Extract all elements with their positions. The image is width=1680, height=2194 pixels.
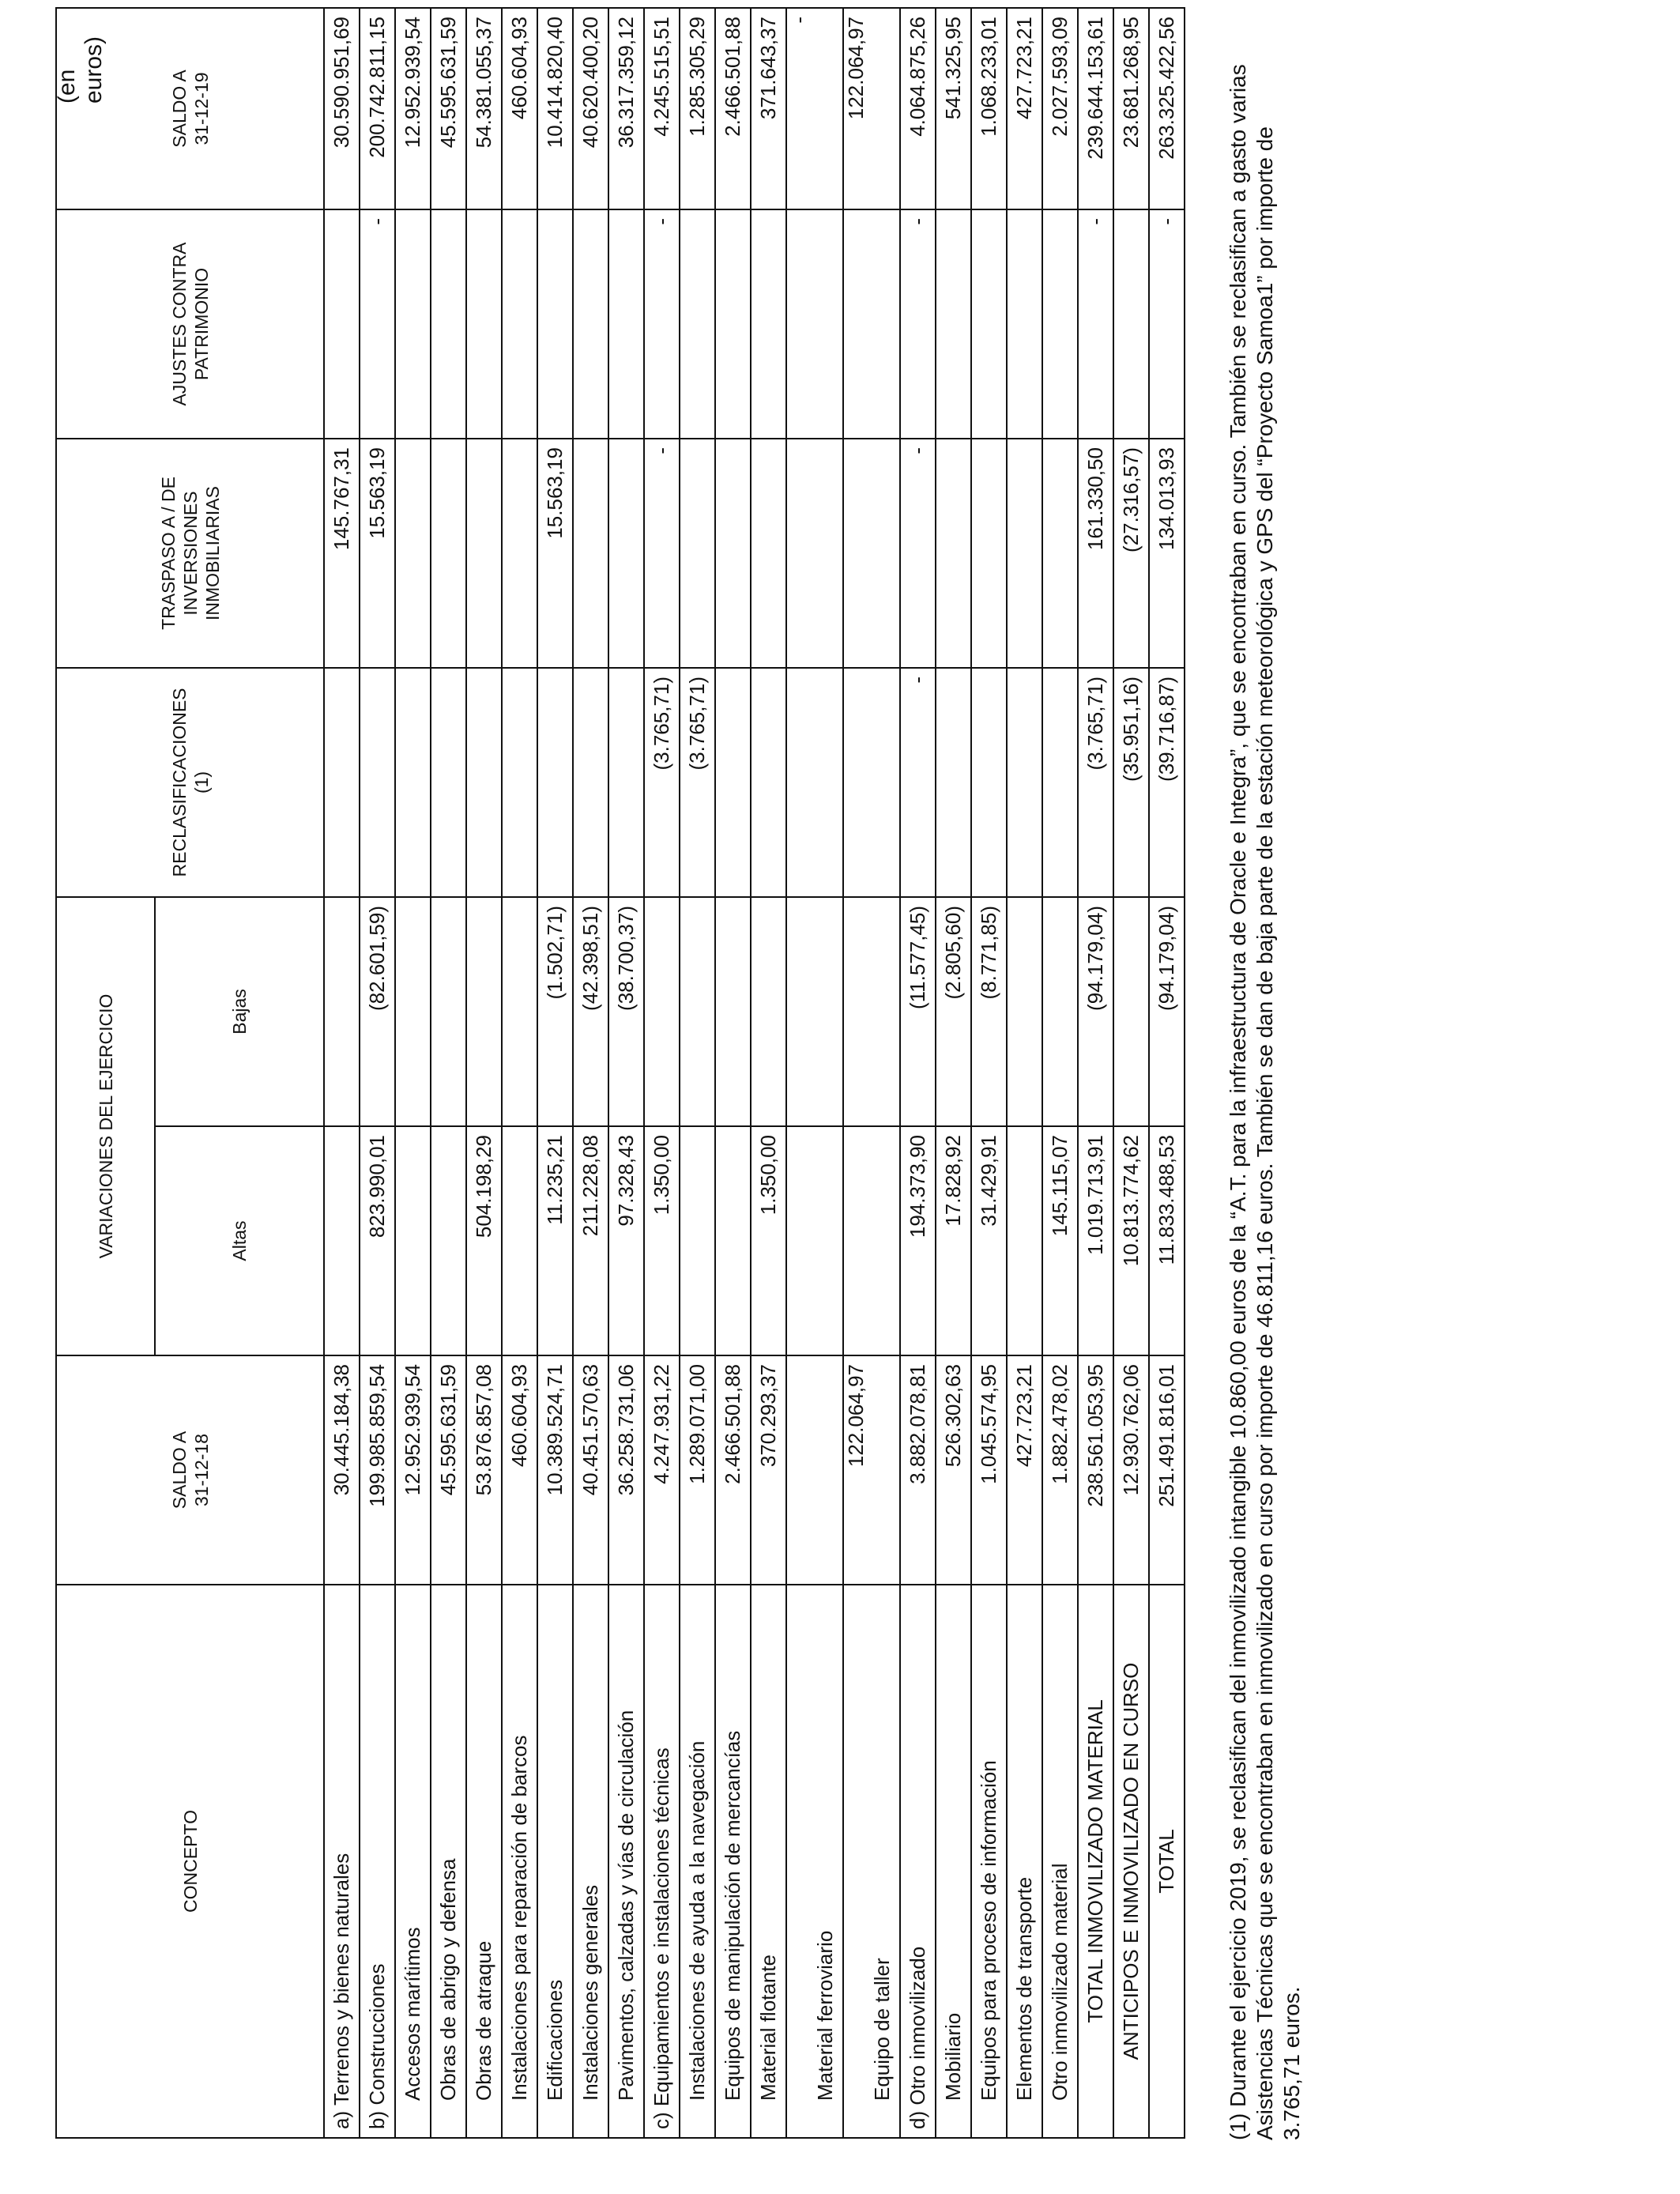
table-row xyxy=(680,8,715,2138)
table-row xyxy=(466,8,502,2138)
cell-traspaso xyxy=(936,439,971,668)
header-variaciones: VARIACIONES DEL EJERCICIO xyxy=(56,897,155,1355)
cell-saldo-fin: 460.604,93 xyxy=(502,8,537,209)
cell-saldo-ini: 1.045.574,95 xyxy=(971,1355,1007,1585)
header-saldo-ini: SALDO A 31-12-18 xyxy=(56,1355,324,1585)
cell-traspaso xyxy=(608,439,644,668)
cell-concepto: Equipos para proceso de información xyxy=(971,1585,1007,2138)
table-row xyxy=(1113,8,1149,2138)
cell-saldo-ini: 526.302,63 xyxy=(936,1355,971,1585)
cell-saldo-ini: 30.445.184,38 xyxy=(324,1355,360,1585)
cell-altas: 31.429,91 xyxy=(971,1126,1007,1355)
table-row xyxy=(431,8,466,2138)
table-row xyxy=(936,8,971,2138)
cell-saldo-fin: 4.064.875,26 xyxy=(900,8,936,209)
cell-saldo-fin: 2.466.501,88 xyxy=(715,8,751,209)
cell-altas: 1.019.713,91 xyxy=(1078,1126,1113,1355)
cell-altas: 823.990,01 xyxy=(360,1126,395,1355)
cell-reclas xyxy=(360,668,395,897)
cell-altas xyxy=(502,1126,537,1355)
cell-ajustes: - xyxy=(900,209,936,439)
cell-saldo-ini xyxy=(786,1355,843,1585)
cell-concepto: c) Equipamientos e instalaciones técnicas xyxy=(644,1585,680,2138)
cell-saldo-ini: 1.882.478,02 xyxy=(1042,1355,1078,1585)
table-row xyxy=(395,8,431,2138)
cell-reclas: (3.765,71) xyxy=(644,668,680,897)
cell-saldo-ini: 10.389.524,71 xyxy=(537,1355,573,1585)
cell-bajas xyxy=(786,897,843,1126)
table-row xyxy=(1078,8,1113,2138)
table-row xyxy=(324,8,360,2138)
table-row xyxy=(1149,8,1185,2138)
cell-altas xyxy=(431,1126,466,1355)
cell-traspaso: 15.563,19 xyxy=(360,439,395,668)
cell-traspaso: 15.563,19 xyxy=(537,439,573,668)
cell-concepto: Edificaciones xyxy=(537,1585,573,2138)
header-traspaso: TRASPASO A / DE INVERSIONES INMOBILIARIAS xyxy=(56,439,324,668)
cell-reclas xyxy=(1007,668,1042,897)
cell-concepto: Pavimentos, calzadas y vías de circulación xyxy=(608,1585,644,2138)
table-row xyxy=(715,8,751,2138)
cell-concepto: Accesos marítimos xyxy=(395,1585,431,2138)
table-row xyxy=(502,8,537,2138)
cell-bajas: (42.398,51) xyxy=(573,897,608,1126)
cell-saldo-fin: 12.952.939,54 xyxy=(395,8,431,209)
cell-ajustes xyxy=(431,209,466,439)
cell-reclas xyxy=(537,668,573,897)
cell-saldo-ini: 199.985.859,54 xyxy=(360,1355,395,1585)
cell-altas xyxy=(324,1126,360,1355)
cell-bajas xyxy=(324,897,360,1126)
cell-concepto: Obras de atraque xyxy=(466,1585,502,2138)
cell-saldo-fin: 371.643,37 xyxy=(751,8,786,209)
table-row xyxy=(644,8,680,2138)
cell-reclas xyxy=(431,668,466,897)
cell-reclas xyxy=(395,668,431,897)
cell-altas: 11.833.488,53 xyxy=(1149,1126,1185,1355)
cell-saldo-ini: 40.451.570,63 xyxy=(573,1355,608,1585)
header-concepto: CONCEPTO xyxy=(56,1585,324,2138)
cell-concepto: a) Terrenos y bienes naturales xyxy=(324,1585,360,2138)
cell-ajustes xyxy=(608,209,644,439)
cell-bajas: (82.601,59) xyxy=(360,897,395,1126)
cell-bajas: (94.179,04) xyxy=(1149,897,1185,1126)
cell-saldo-ini: 122.064,97 xyxy=(843,1355,900,1585)
cell-ajustes xyxy=(502,209,537,439)
cell-altas: 145.115,07 xyxy=(1042,1126,1078,1355)
cell-altas xyxy=(395,1126,431,1355)
table-row xyxy=(751,8,786,2138)
cell-concepto: Equipos de manipulación de mercancías xyxy=(715,1585,751,2138)
cell-bajas: (94.179,04) xyxy=(1078,897,1113,1126)
table-row xyxy=(786,8,843,2138)
cell-saldo-ini: 238.561.053,95 xyxy=(1078,1355,1113,1585)
cell-altas: 17.828,92 xyxy=(936,1126,971,1355)
cell-concepto: Material flotante xyxy=(751,1585,786,2138)
cell-altas: 211.228,08 xyxy=(573,1126,608,1355)
cell-ajustes xyxy=(971,209,1007,439)
cell-ajustes: - xyxy=(644,209,680,439)
cell-saldo-ini: 53.876.857,08 xyxy=(466,1355,502,1585)
cell-bajas xyxy=(502,897,537,1126)
cell-bajas xyxy=(466,897,502,1126)
header-reclasificaciones: RECLASIFICACIONES (1) xyxy=(56,668,324,897)
cell-bajas xyxy=(395,897,431,1126)
cell-saldo-fin: 36.317.359,12 xyxy=(608,8,644,209)
cell-reclas xyxy=(502,668,537,897)
cell-traspaso xyxy=(1042,439,1078,668)
cell-traspaso xyxy=(573,439,608,668)
cell-traspaso xyxy=(971,439,1007,668)
cell-ajustes: - xyxy=(1078,209,1113,439)
table-row xyxy=(537,8,573,2138)
cell-ajustes xyxy=(395,209,431,439)
cell-concepto: Mobiliario xyxy=(936,1585,971,2138)
cell-reclas xyxy=(971,668,1007,897)
cell-traspaso xyxy=(502,439,537,668)
cell-bajas: (2.805,60) xyxy=(936,897,971,1126)
cell-reclas xyxy=(324,668,360,897)
cell-traspaso: 161.330,50 xyxy=(1078,439,1113,668)
cell-saldo-fin: 54.381.055,37 xyxy=(466,8,502,209)
cell-traspaso xyxy=(680,439,715,668)
cell-concepto: b) Construcciones xyxy=(360,1585,395,2138)
cell-saldo-fin: 40.620.400,20 xyxy=(573,8,608,209)
cell-traspaso xyxy=(466,439,502,668)
cell-altas: 11.235,21 xyxy=(537,1126,573,1355)
cell-reclas xyxy=(715,668,751,897)
cell-traspaso xyxy=(786,439,843,668)
cell-traspaso: (27.316,57) xyxy=(1113,439,1149,668)
cell-reclas xyxy=(751,668,786,897)
cell-ajustes xyxy=(936,209,971,439)
cell-traspaso: 134.013,93 xyxy=(1149,439,1185,668)
unit-label: (en euros) xyxy=(54,36,107,104)
cell-reclas xyxy=(608,668,644,897)
cell-bajas xyxy=(431,897,466,1126)
cell-ajustes xyxy=(1007,209,1042,439)
cell-ajustes xyxy=(786,209,843,439)
cell-ajustes xyxy=(466,209,502,439)
cell-altas xyxy=(680,1126,715,1355)
cell-saldo-fin: 45.595.631,59 xyxy=(431,8,466,209)
header-altas: Altas xyxy=(155,1126,324,1355)
cell-concepto: Instalaciones generales xyxy=(573,1585,608,2138)
cell-reclas xyxy=(1042,668,1078,897)
cell-altas xyxy=(1007,1126,1042,1355)
cell-ajustes xyxy=(324,209,360,439)
cell-reclas: (3.765,71) xyxy=(680,668,715,897)
cell-saldo-fin: 263.325.422,56 xyxy=(1149,8,1185,209)
cell-concepto: Equipo de taller xyxy=(843,1585,900,2138)
cell-saldo-fin: 427.723,21 xyxy=(1007,8,1042,209)
cell-bajas: (38.700,37) xyxy=(608,897,644,1126)
cell-bajas: (11.577,45) xyxy=(900,897,936,1126)
cell-bajas xyxy=(715,897,751,1126)
cell-saldo-ini: 12.930.762,06 xyxy=(1113,1355,1149,1585)
cell-concepto: Otro inmovilizado material xyxy=(1042,1585,1078,2138)
cell-reclas xyxy=(843,668,900,897)
cell-ajustes xyxy=(1042,209,1078,439)
cell-traspaso xyxy=(843,439,900,668)
cell-ajustes: - xyxy=(1149,209,1185,439)
cell-traspaso xyxy=(395,439,431,668)
cell-saldo-fin: 200.742.811,15 xyxy=(360,8,395,209)
cell-saldo-fin: 4.245.515,51 xyxy=(644,8,680,209)
cell-saldo-ini: 427.723,21 xyxy=(1007,1355,1042,1585)
table-row xyxy=(360,8,395,2138)
cell-reclas xyxy=(573,668,608,897)
cell-concepto: Material ferroviario xyxy=(786,1585,843,2138)
cell-reclas xyxy=(466,668,502,897)
cell-traspaso xyxy=(1007,439,1042,668)
cell-ajustes xyxy=(715,209,751,439)
cell-reclas: (35.951,16) xyxy=(1113,668,1149,897)
cell-saldo-ini: 460.604,93 xyxy=(502,1355,537,1585)
cell-concepto: ANTICIPOS E INMOVILIZADO EN CURSO xyxy=(1113,1585,1149,2138)
cell-reclas: (39.716,87) xyxy=(1149,668,1185,897)
cell-traspaso xyxy=(751,439,786,668)
cell-saldo-fin: 1.068.233,01 xyxy=(971,8,1007,209)
cell-saldo-fin: 1.285.305,29 xyxy=(680,8,715,209)
cell-bajas xyxy=(1007,897,1042,1126)
cell-traspaso xyxy=(715,439,751,668)
cell-saldo-ini: 1.289.071,00 xyxy=(680,1355,715,1585)
table-row xyxy=(573,8,608,2138)
cell-bajas xyxy=(751,897,786,1126)
cell-saldo-ini: 4.247.931,22 xyxy=(644,1355,680,1585)
cell-reclas: (3.765,71) xyxy=(1078,668,1113,897)
cell-altas xyxy=(786,1126,843,1355)
cell-ajustes xyxy=(751,209,786,439)
cell-saldo-ini: 2.466.501,88 xyxy=(715,1355,751,1585)
cell-traspaso xyxy=(431,439,466,668)
cell-saldo-fin: 30.590.951,69 xyxy=(324,8,360,209)
cell-concepto: Instalaciones para reparación de barcos xyxy=(502,1585,537,2138)
cell-saldo-fin: 239.644.153,61 xyxy=(1078,8,1113,209)
cell-altas: 1.350,00 xyxy=(751,1126,786,1355)
cell-traspaso: - xyxy=(644,439,680,668)
header-saldo-fin: SALDO A 31-12-19 xyxy=(56,8,324,209)
table-row xyxy=(1007,8,1042,2138)
cell-saldo-ini: 45.595.631,59 xyxy=(431,1355,466,1585)
cell-altas: 194.373,90 xyxy=(900,1126,936,1355)
cell-traspaso: 145.767,31 xyxy=(324,439,360,668)
cell-concepto: Elementos de transporte xyxy=(1007,1585,1042,2138)
cell-saldo-fin: 23.681.268,95 xyxy=(1113,8,1149,209)
table-row xyxy=(971,8,1007,2138)
fixed-assets-table xyxy=(55,7,1185,2139)
cell-ajustes xyxy=(843,209,900,439)
cell-saldo-ini: 251.491.816,01 xyxy=(1149,1355,1185,1585)
cell-saldo-ini: 370.293,37 xyxy=(751,1355,786,1585)
cell-bajas xyxy=(1113,897,1149,1126)
cell-saldo-ini: 36.258.731,06 xyxy=(608,1355,644,1585)
cell-altas: 1.350,00 xyxy=(644,1126,680,1355)
header-bajas: Bajas xyxy=(155,897,324,1126)
cell-altas: 504.198,29 xyxy=(466,1126,502,1355)
cell-concepto: d) Otro inmovilizado xyxy=(900,1585,936,2138)
table-row xyxy=(843,8,900,2138)
cell-altas xyxy=(715,1126,751,1355)
cell-ajustes xyxy=(1113,209,1149,439)
cell-saldo-fin: - xyxy=(786,8,843,209)
cell-ajustes: - xyxy=(360,209,395,439)
cell-ajustes xyxy=(573,209,608,439)
table-row xyxy=(1042,8,1078,2138)
cell-altas xyxy=(843,1126,900,1355)
table-row xyxy=(608,8,644,2138)
cell-bajas: (8.771,85) xyxy=(971,897,1007,1126)
cell-bajas xyxy=(644,897,680,1126)
cell-saldo-ini: 3.882.078,81 xyxy=(900,1355,936,1585)
cell-saldo-ini: 12.952.939,54 xyxy=(395,1355,431,1585)
footnote: (1) Durante el ejercicio 2019, se reclasifican del inmovilizado intangible 10.860,00 euros de la “A.T. para la infraestructura de Oracle e Integra”, que se encontraban en curso. También se reclasifican a gasto varias Asistencias Técnicas que se encontraban en inmovilizado en curso por importe de 46.811,16 euros. También se dan de baja parte de la estación meteorológica y GPS del “Proyecto Samoa1” por importe de 3.765,71 euros. xyxy=(1226,64,1304,2140)
cell-saldo-fin: 10.414.820,40 xyxy=(537,8,573,209)
cell-concepto: TOTAL xyxy=(1149,1585,1185,2138)
cell-reclas xyxy=(936,668,971,897)
cell-altas: 97.328,43 xyxy=(608,1126,644,1355)
cell-saldo-fin: 541.325,95 xyxy=(936,8,971,209)
cell-ajustes xyxy=(537,209,573,439)
header-ajustes: AJUSTES CONTRA PATRIMONIO xyxy=(56,209,324,439)
cell-bajas: (1.502,71) xyxy=(537,897,573,1126)
cell-reclas: - xyxy=(900,668,936,897)
cell-saldo-fin: 2.027.593,09 xyxy=(1042,8,1078,209)
cell-bajas xyxy=(843,897,900,1126)
cell-traspaso: - xyxy=(900,439,936,668)
cell-altas: 10.813.774,62 xyxy=(1113,1126,1149,1355)
cell-bajas xyxy=(1042,897,1078,1126)
cell-bajas xyxy=(680,897,715,1126)
cell-concepto: Obras de abrigo y defensa xyxy=(431,1585,466,2138)
table-row xyxy=(900,8,936,2138)
cell-concepto: TOTAL INMOVILIZADO MATERIAL xyxy=(1078,1585,1113,2138)
cell-reclas xyxy=(786,668,843,897)
cell-concepto: Instalaciones de ayuda a la navegación xyxy=(680,1585,715,2138)
cell-saldo-fin: 122.064,97 xyxy=(843,8,900,209)
cell-ajustes xyxy=(680,209,715,439)
